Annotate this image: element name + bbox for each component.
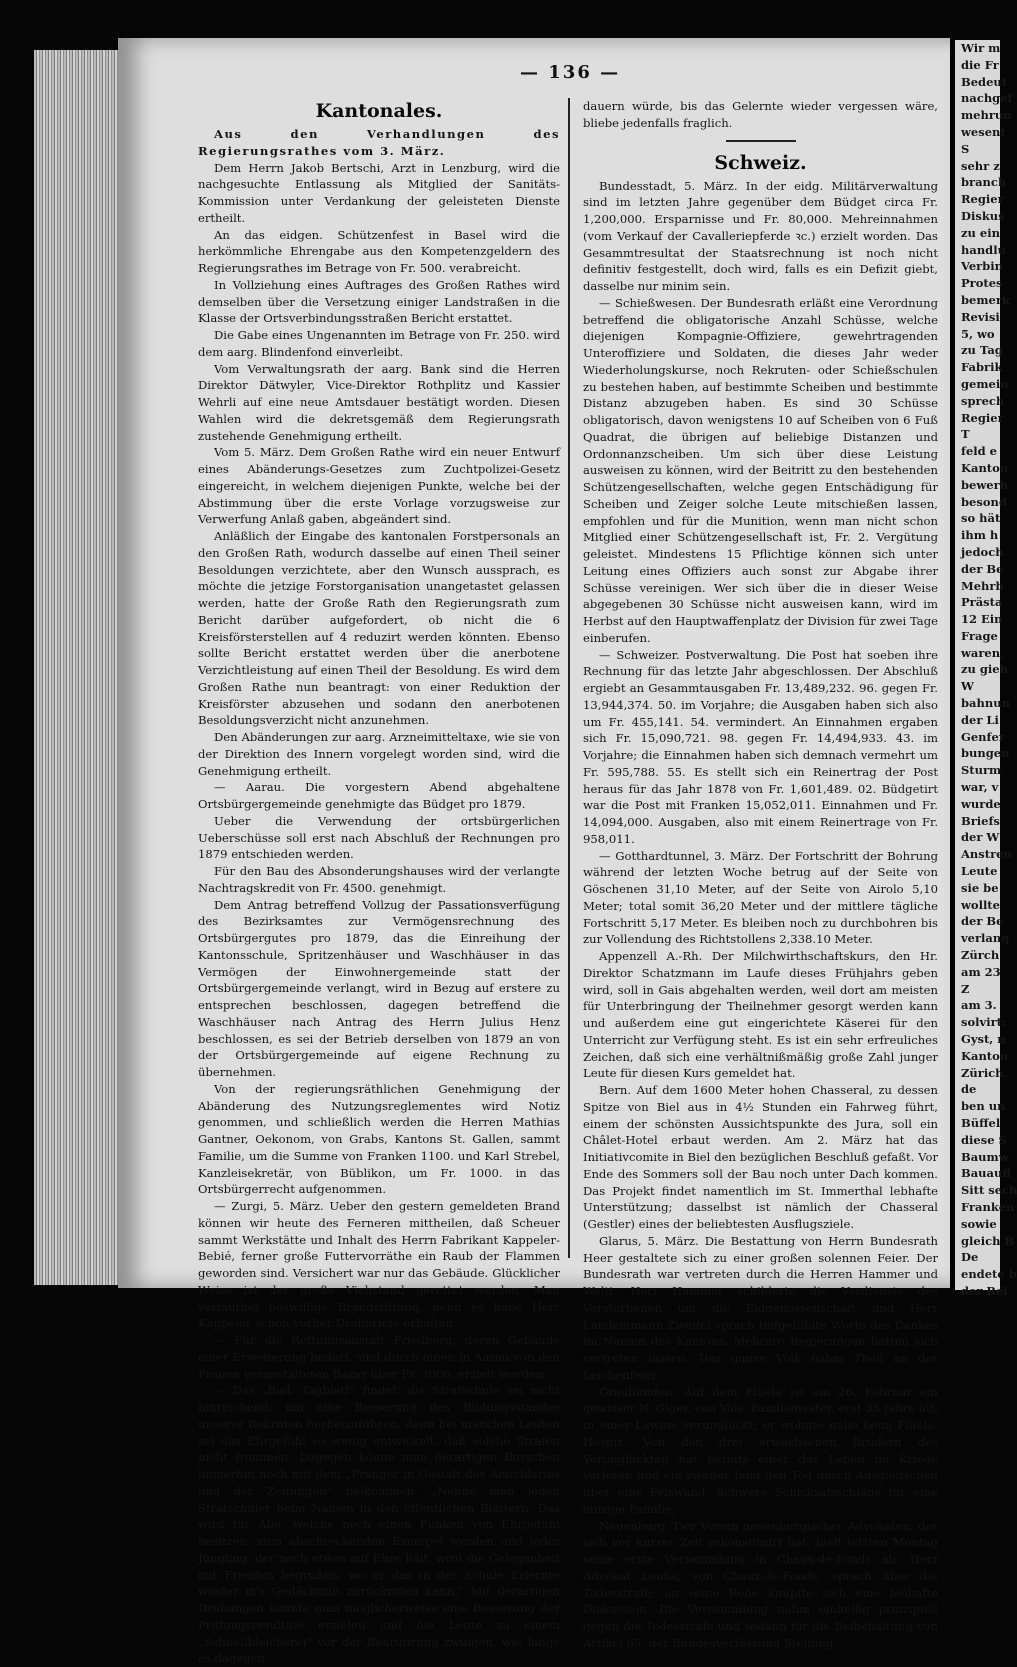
- next-page-line: bahnun: [961, 696, 1010, 711]
- page-stack-edge: [34, 50, 130, 1285]
- next-page-line: Regier: [961, 192, 1004, 207]
- next-page-line: wurde: [961, 796, 1001, 811]
- article-paragraph: Glarus, 5. März. Die Bestattung von Herrn Bundesrath Heer gestaltete sich zu einer großen solennen Feier. Der Bundesrath war vertreten durch die Herren Hammer und Welti. Herr Hammer schilderte die Verdienste des Verstorbenen um die Eidgenossenschaft und Herr Landammann Zweifel sprach tiefgefühlte Worte des Dankes im Namen des Kantons. Mehrere Regierungen hatten sich vertreten lassen. Das ganze Volk nahm Theil an der Leichenfeier.: [583, 1233, 938, 1382]
- next-page-line: solvirt:: [961, 1015, 1007, 1030]
- article-paragraph: Vom Verwaltungsrath der aarg. Bank sind die Herren Direktor Dätwyler, Vice-Direktor Rothplitz und Kassier Wehrli auf eine neue Amtsdauer bestätigt worden. Diesen Wahlen wird die dekretsgemäß dem Regierungsrath zustehende Genehmigung ertheilt.: [198, 361, 560, 443]
- next-page-line: Zürch: [961, 948, 1000, 963]
- next-page-line: Büffel: [961, 1116, 1001, 1130]
- article-paragraph: — Schießwesen. Der Bundesrath erläßt eine Verordnung betreffend die obligatorische Anzahl Schüsse, welche diejenigen Kompagnie-Offiziere, gewehrtragenden Unteroffiziere und Soldaten, die dieses Jahr weder Wiederholungskurse, noch Rekruten- oder Schießschulen zu bestehen haben, auf bestimmte Scheiben und bestimmte Distanz abzugeben haben. Es sind 30 Schüsse obligatorisch, davon wenigstens 10 auf Scheiben von 6 Fuß Quadrat, die übrigen auf beliebige Distanzen und Ordonnanzscheiben. Um sich über diese Leistung ausweisen zu können, wird der Beitritt zu den bestehenden Schützengesellschaften, welche gegen Entschädigung für Scheiben und Zeiger solche Leute mitschießen lassen, empfohlen und für die Munition, wenn man nicht schon Mitglied einer Schützengesellschaft ist, Fr. 2. Vergütung geleistet. Mindestens 15 Pflichtige können sich unter Leitung eines Offiziers auch sonst zur Abgabe ihrer Schüsse vereinigen. Wer sich über die in dieser Weise abgegebenen 30 Schüsse nicht ausweisen kann, wird im Herbst auf den Hauptwaffenplatz der Division für zwei Tage einberufen.: [583, 295, 938, 645]
- next-page-line: S: [961, 141, 970, 156]
- section-rule: [726, 140, 796, 142]
- next-page-line: war, v: [961, 780, 999, 795]
- next-page-line: 5, wo: [961, 326, 995, 341]
- next-page-line: Franken: [961, 1199, 1015, 1214]
- page-number: — 136 —: [520, 62, 621, 83]
- article-paragraph: Aus den Verhandlungen des Regierungsrathes vom 3. März.: [198, 127, 560, 158]
- next-page-line: sowie: [961, 1216, 997, 1231]
- article-paragraph: — Schweizer. Postverwaltung. Die Post hat soeben ihre Rechnung für das letzte Jahr abgeschlossen. Der Abschluß ergiebt an Gesammtausgaben Fr. 13,489,232. 96. gegen Fr. 13,944,374. 50. im Vorjahre; die Ausgaben haben sich also um Fr. 455,141. 54. vermindert. An Einnahmen ergaben sich Fr. 15,090,721. 98. gegen Fr. 14,494,933. 43. im Vorjahre; die Einnahmen haben sich demnach vermehrt um Fr. 595,788. 55. Es stellt sich ein Reinertrag der Post heraus für das Jahr 1878 von Fr. 1,601,489. 02. Büdgetirt war die Post mit Franken 15,052,011. Einnahmen und Fr. 14,094,000. Ausgaben, also mit einem Reinertrage von Fr. 958,011.: [583, 647, 938, 846]
- next-page-line: zu ein: [961, 225, 1000, 240]
- next-page-line: Frage: [961, 628, 998, 643]
- next-page-line: Prästa: [961, 595, 1003, 610]
- next-page-line: Regier: [961, 410, 1004, 425]
- article-paragraph: In Vollziehung eines Auftrages des Großen Rathes wird demselben über die Versetzung einiger Landstraßen in die Klasse der Ortsverbindungsstraßen Bericht erstattet.: [198, 277, 560, 326]
- next-page-line: Bedeut: [961, 74, 1008, 89]
- next-page-fragment: [955, 40, 1017, 1298]
- next-page-line: bemerk: [961, 292, 1010, 307]
- next-page-line: de: [961, 1082, 977, 1097]
- article-paragraph: — Gotthardtunnel, 3. März. Der Fortschritt der Bohrung während der letzten Woche betrug auf der Seite von Göschenen 31,10 Meter, auf der Seite von Airolo 5,10 Meter; total somit 36,20 Meter und der mittlere tägliche Fortschritt 5,17 Meter. Es bleiben noch zu durchbohren bis zur Vollendung des Richtstollens 2,338.10 Meter.: [583, 848, 938, 947]
- next-page-line: mehrun: [961, 108, 1012, 123]
- next-page-line: verlang: [961, 931, 1010, 946]
- next-page-line: Leute: [961, 864, 998, 879]
- right-column: [583, 98, 938, 1652]
- next-page-line: zu Tag: [961, 343, 1003, 358]
- article-paragraph: Die Gabe eines Ungenannten im Betrage von Fr. 250. wird dem aarg. Blindenfond einverleibt.: [198, 328, 560, 359]
- article-paragraph: Neuenburg. Der Verein neuenburgischer Advokaten, der sich vor kurzer Zeit rekonstituirt hat, hielt letzten Montag seine erste Versammlung in Chaux-de-Fonds ab. Herr Advokat Leuba, von Chaux-de-Fonds, sprach über die Todesstrafe; an seine Rede knüpfte sich eine lebhafte Diskussion. Die Versammlung nahm einhellig prinzipiell gegen die Todesstrafe und sodann für die Beibehaltung von Artikel 65. der Bundesverfassung Stellung.: [583, 1518, 938, 1650]
- next-page-line: Protes: [961, 276, 1003, 291]
- next-page-line: diese S: [961, 1132, 1007, 1147]
- article-paragraph: — Das „Bad. Tagblatt“ findet, die Strafschule sei nicht hinreichend, um eine Besserung des Bildungsstandes unserer Rekruten herbeizuführen, denn bei manchen Leuten sei das Ehrgefühl so wenig entwickelt, daß solche Strafen nicht frommen. Dagegen könne man derartigen Burschen immerhin noch mit dem „Pranger in Gestalt des Amtsblattes und der Zeitungen“ beikommen. „Nenne man jeden Strafschüler beim Namen in den öffentlichen Blättern. Das wird für Alle, welche noch einen Funken von Ehrgefühl besitzen, zum abschreckenden Exempel werden und jeder Jüngling, der noch etwas auf Ehre hält, wird die Gelegenheit mit Freuden begrüßen, wo er das in der Schule Erlernte wieder in's Gedächtniß zurückrufen kann.“ Mit derartigen Drohungen könnte man möglicherweise eine Besserung der Prüfungsresultate erzielen und die Leute zu einem „Schnellbleicherei“ vor der Rekrutirung zwingen; wie lange es dagegen: [198, 1383, 560, 1666]
- next-page-line: W: [961, 679, 974, 694]
- article-paragraph: Dem Herrn Jakob Bertschi, Arzt in Lenzburg, wird die nachgesuchte Entlassung als Mitglied der Sanitäts-Kommission unter Verdankung der geleisteten Dienste ertheilt.: [198, 160, 560, 225]
- next-page-line: Diskus: [961, 208, 1005, 223]
- article-paragraph: Bundesstadt, 5. März. In der eidg. Militärverwaltung sind im letzten Jahre gegenüber dem Büdget circa Fr. 1,200,000. Ersparnisse und Fr. 80,000. Mehreinnahmen (vom Verkauf der Cavalleriepferde ꝛc.) erzielt worden. Das Gesammtresultat der Staatsrechnung ist noch nicht definitiv festgestellt, doch wird, falls es ein Defizit giebt, dasselbe nur minim sein.: [583, 178, 938, 293]
- next-page-line: feld e: [961, 444, 997, 459]
- next-page-line: Sitt sech: [961, 1183, 1017, 1198]
- next-page-line: Fabrik: [961, 360, 1003, 375]
- next-page-line: der W: [961, 830, 1000, 845]
- next-page-line: so hät: [961, 511, 1001, 526]
- article-paragraph: Vom 5. März. Dem Großen Rathe wird ein neuer Entwurf eines Abänderungs-Gesetzes zum Zuchtpolizei-Gesetz eingereicht, in welchem diejenigen Punkte, welche bei der Abstimmung über die erste Vorlage vorzugsweise zur Verwerfung Anlaß gaben, abgeändert sind.: [198, 445, 560, 527]
- next-page-line: Kanton: [961, 1048, 1009, 1063]
- next-page-line: sie be: [961, 880, 999, 895]
- next-page-line: bungen: [961, 746, 1010, 761]
- next-page-line: Verbin: [961, 259, 1004, 274]
- next-page-line: Zürich.: [961, 1065, 1008, 1080]
- next-page-line: der Be: [961, 561, 1004, 576]
- next-page-line: De: [961, 1250, 979, 1265]
- next-page-line: besond: [961, 494, 1007, 509]
- next-page-line: Revisi: [961, 309, 1000, 324]
- next-page-line: wesent: [961, 124, 1006, 139]
- next-page-line: ihm h: [961, 528, 999, 543]
- article-paragraph: Für den Bau des Absonderungshauses wird der verlangte Nachtragskredit von Fr. 4500. genehmigt.: [198, 864, 560, 895]
- next-page-line: Sturm: [961, 763, 1002, 778]
- next-page-line: am 23: [961, 964, 1001, 979]
- article-paragraph: Dem Antrag betreffend Vollzug der Passationsverfügung des Bezirksamtes zur Vermögensrechnung des Ortsbürgergutes pro 1879, das die Einreihung der Kantonsschule, Spritzenhäuser und Waschhäuser in das Vermögen der Einwohnergemeinde statt der Ortsbürgergemeinde verlangt, wird in Bezug auf erstere zu entsprechen beschlossen, dagegen betreffend die Waschhäuser nach Antrag des Herrn Julius Henz beschlossen, es sei der Betrieb derselben von 1879 an von der Ortsbürgergemeinde auf eigene Rechnung zu übernehmen.: [198, 897, 560, 1079]
- next-page-line: der Rei: [961, 1283, 1008, 1298]
- article-paragraph: Bern. Auf dem 1600 Meter hohen Chasseral, zu dessen Spitze von Biel aus in 4½ Stunden ein Fahrweg führt, einem der schönsten Aussichtspunkte des Jura, soll ein Châlet-Hotel erbaut werden. Am 2. März hat das Initiativcomite in Biel den bezüglichen Beschluß gefaßt. Vor Ende des Sommers soll der Bau noch unter Dach kommen. Das Projekt findet namentlich im St. Immerthal lebhafte Unterstützung; dasselbst ist nämlich der Chasseral (Gestler) eines der beliebtesten Ausflugsziele.: [583, 1083, 938, 1231]
- next-page-line: zu gieb: [961, 662, 1008, 677]
- article-paragraph: Von der regierungsräthlichen Genehmigung der Abänderung des Nutzungsreglementes wird Notiz genommen, und schließlich werden die Herren Mathias Gantner, Oekonom, von Grabs, Kantons St. Gallen, sammt Familie, um die Summe von Franken 1100. und Karl Strebel, Kanzleisekretär, von Büblikon, um Fr. 1000. in das Ortsbürgerrecht aufgenommen.: [198, 1081, 560, 1197]
- article-paragraph: — Zurgi, 5. März. Ueber den gestern gemeldeten Brand können wir heute des Ferneren mittheilen, daß Scheuer sammt Werkstätte und Inhalt des Herrn Fabrikant Kappeler-Bebié, ferner große Futtervorräthe ein Raub der Flammen geworden sind. Versichert war nur das Gebäude. Glücklicher Weise ist der große Viehstand gerettet worden. Man vermuthet böswillige Brandstiftung, denn es habe Herr Kappeler schon vorher Drohbriefe erhalten.: [198, 1199, 560, 1331]
- next-page-line: ben un: [961, 1099, 1006, 1114]
- next-page-line: der Li: [961, 712, 999, 727]
- carryover-text: dauern würde, bis das Gelernte wieder vergessen wäre, bliebe jedenfalls fraglich.: [583, 99, 938, 130]
- next-page-line: sprech: [961, 393, 1005, 408]
- next-page-line: endete b: [961, 1267, 1017, 1282]
- next-page-line: Genfer: [961, 729, 1005, 744]
- left-column: [198, 98, 560, 1667]
- next-page-line: bewerb: [961, 477, 1008, 492]
- next-page-line: wollte: [961, 897, 1000, 912]
- article-paragraph: Graubünden. Auf dem Flüela ist am 26. Februar ein gewisser N. Giger, von Vals, Familienvater, erst 35 Jahre alt, in einer Lawine verunglückt; er wohnte nahe beim Flüela-Hospiz. Von den drei erwachsenen Brüdern des Verunglückten hat bereits einer das Leben im Kriege verloren und ein zweiter fand den Tod durch Ausgleitschen über eine Felswand. Schwere Schicksalsschläge für eine einzige Familie.: [583, 1384, 938, 1516]
- section-heading-schweiz: Schweiz.: [714, 151, 807, 174]
- next-page-line: Bauaufl: [961, 1166, 1011, 1181]
- next-page-line: Gyst, n: [961, 1032, 1006, 1047]
- article-paragraph: Den Abänderungen zur aarg. Arzneimitteltaxe, wie sie von der Direktion des Innern vorgelegt worden sind, wird die Genehmigung ertheilt.: [198, 730, 560, 778]
- next-page-line: T: [961, 427, 970, 442]
- next-page-line: Kanton: [961, 460, 1009, 475]
- article-paragraph: Appenzell A.-Rh. Der Milchwirthschaftskurs, den Hr. Direktor Schatzmann im Laufe dieses Frühjahrs geben wird, soll in Gais abgehalten werden, weil dort am meisten für Unterbringung der Theilnehmer gesorgt werden kann und außerdem eine gut eingerichtete Käserei für den Unterricht zur Verfügung steht. Es ist ein sehr erfreuliches Zeichen, daß sich eine verhältnißmäßig große Zahl junger Leute für diesen Kurs gemeldet hat.: [583, 949, 938, 1081]
- next-page-line: Baumw: [961, 1149, 1009, 1164]
- next-page-line: am 3.: [961, 998, 997, 1013]
- article-paragraph: — Für die Rettungsanstalt Friedberg, deren Gebäude einer Erweiterung bedarf, sind durch einen in Aarau von den Frauen veranstalteten Bazar über Fr. 3000. erzielt worden.: [198, 1333, 560, 1381]
- next-page-line: Wir m: [961, 41, 1001, 55]
- next-page-line: sehr z: [961, 158, 1000, 173]
- next-page-line: Mehrb: [961, 578, 1004, 593]
- next-page-line: Z: [961, 981, 970, 996]
- next-page-line: Anstren: [961, 847, 1012, 862]
- next-page-line: gleich B: [961, 1233, 1015, 1248]
- next-page-line: die Fr: [961, 57, 999, 72]
- article-paragraph: An das eidgen. Schützenfest in Basel wird die herkömmliche Ehrengabe aus den Kompetenzgeldern des Regierungsrathes im Betrage von Fr. 500. verabreicht.: [198, 227, 560, 275]
- article-paragraph: Ueber die Verwendung der ortsbürgerlichen Ueberschüsse soll erst nach Abschluß der Rechnungen pro 1879 entschieden werden.: [198, 813, 560, 862]
- column-divider: [568, 98, 570, 1258]
- next-page-line: nachgef: [961, 91, 1013, 106]
- next-page-line: Briefs: [961, 813, 1000, 828]
- next-page-line: der Be: [961, 914, 1004, 929]
- section-heading-kantonales: Kantonales.: [315, 100, 443, 122]
- next-page-line: waren,: [961, 645, 1005, 660]
- next-page-line: 12 Ein: [961, 612, 1003, 627]
- article-paragraph: Anläßlich der Eingabe des kantonalen Forstpersonals an den Großen Rath, wodurch dasselbe auf einen Theil seiner Besoldungen verzichtete, aber den Wunsch aussprach, es möchte die jetzige Forstorganisation unangetastet gelassen werden, hatte der Große Rath den Regierungsrath zum Bericht darüber aufgefordert, ob nicht die 6 Kreisförsterstellen auf 4 reduzirt werden könnten. Ebenso sollte Bericht erstattet werden über die anerbotene Verzichtleistung auf einen Theil der Besoldung. Es wird dem Großen Rathe nun beantragt: von einer Reduktion der Kreisförster abzusehen und sodann den anerbotenen Besoldungsverzicht nicht anzunehmen.: [198, 529, 560, 728]
- next-page-line: gemein: [961, 376, 1009, 391]
- next-page-line: jedoch: [961, 544, 1004, 559]
- next-page-line: handlu: [961, 242, 1006, 257]
- next-page-line: branch: [961, 175, 1007, 190]
- article-paragraph: — Aarau. Die vorgestern Abend abgehaltene Ortsbürgergemeinde genehmigte das Büdget pro 1879.: [198, 780, 560, 811]
